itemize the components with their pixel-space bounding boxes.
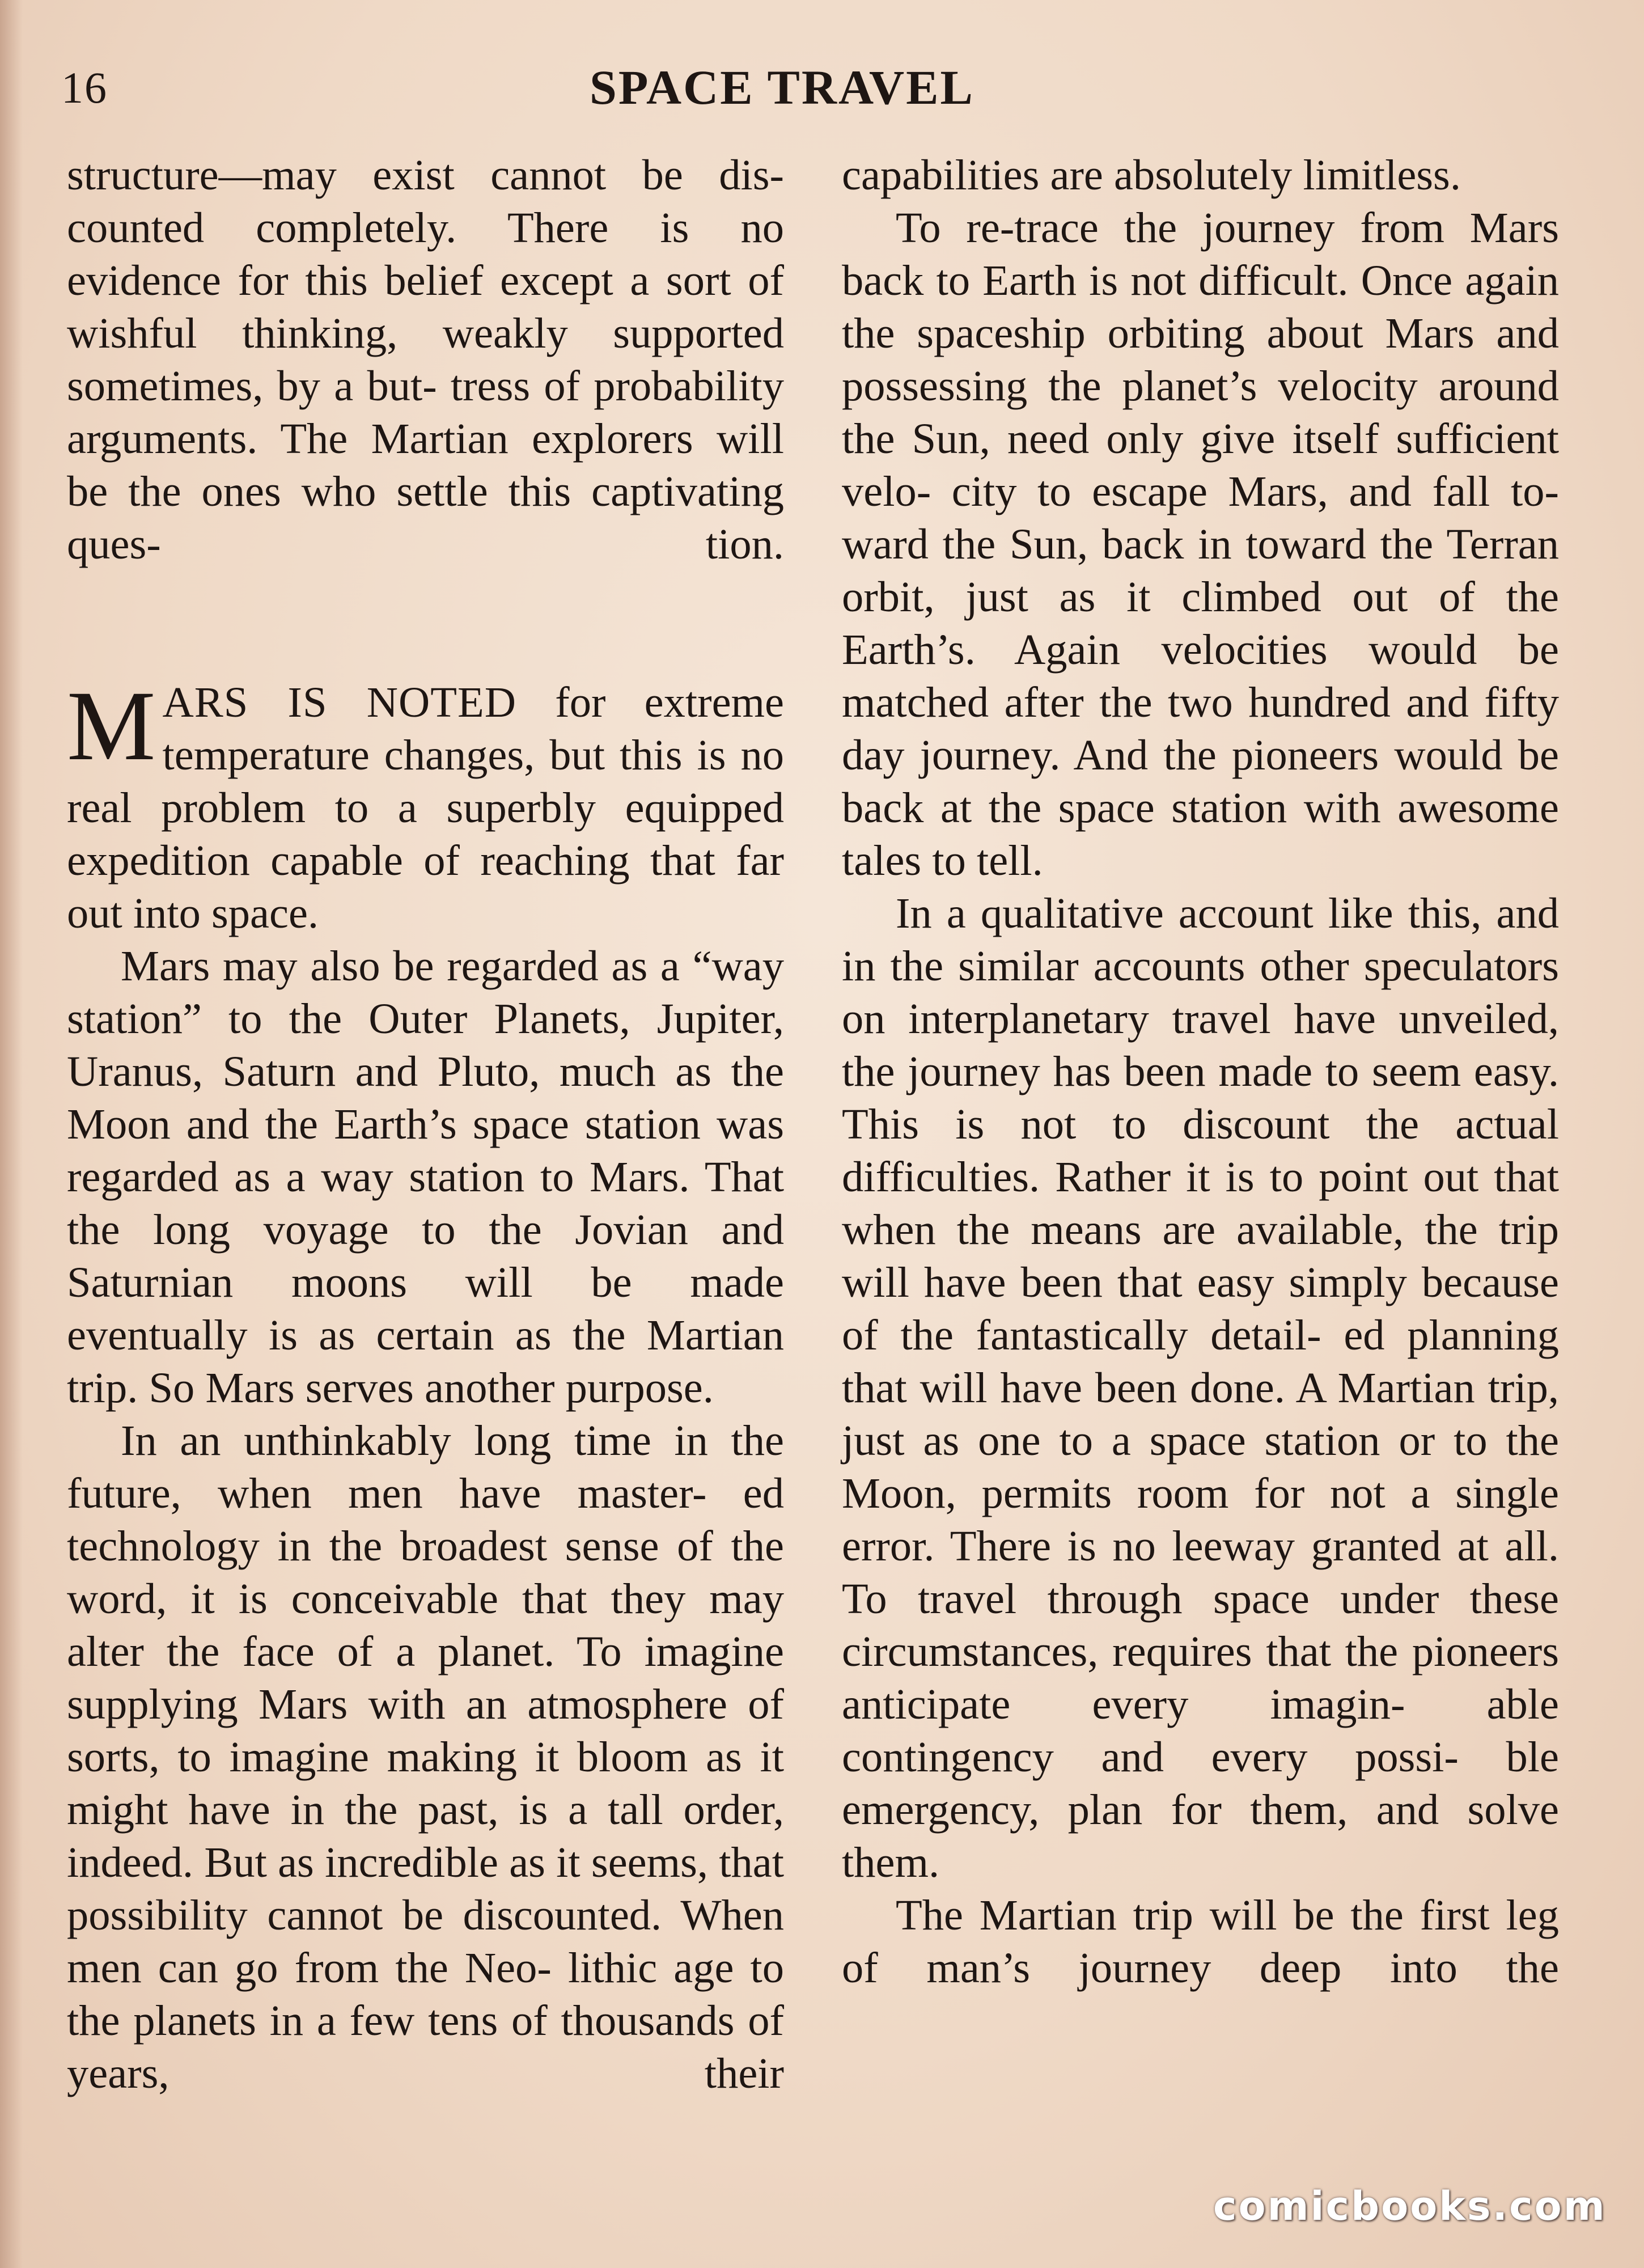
- text-line: much as the Moon and the Earth’s: [67, 1047, 784, 1148]
- text-line: to a space station or to the Moon,: [842, 1416, 1559, 1517]
- right-column: [842, 149, 1559, 1994]
- text-line: tress of probability arguments. The: [67, 362, 784, 463]
- text-line: will have been that easy simply: [842, 1258, 1407, 1306]
- text-line: supported sometimes, by a but-: [67, 309, 784, 410]
- text-line: space station was regarded as a: [67, 1100, 785, 1201]
- text-line: solve them.: [842, 1785, 1560, 1886]
- text-line: in the past, is a tall order, indeed.: [67, 1785, 785, 1886]
- text-line: have unveiled, the journey has been: [842, 995, 1559, 1095]
- text-line: tion.: [705, 520, 784, 568]
- text-line: the future, when men have master-: [67, 1416, 784, 1517]
- text-line: is no real problem to a superbly: [67, 731, 785, 832]
- text-line: need only give itself sufficient velo-: [842, 414, 1559, 515]
- text-line: structure—may exist cannot be dis-: [67, 151, 784, 199]
- watermark: comicbooks.com: [1213, 2183, 1607, 2229]
- text-line: and in the similar accounts other: [842, 889, 1559, 990]
- text-line: Mars may also be regarded as a: [121, 942, 680, 990]
- text-line: ed technology in the broadest sense: [67, 1469, 784, 1570]
- text-line: planet’s velocity around the Sun,: [842, 362, 1560, 463]
- text-line: leg of man’s journey deep into the: [842, 1891, 1560, 1992]
- paragraph: [67, 671, 785, 940]
- text-line: of the Earth’s. Again velocities: [842, 573, 1560, 674]
- text-line: done. A Martian trip, just as one: [842, 1364, 1560, 1465]
- text-line: pioneers anticipate every imagin-: [842, 1627, 1560, 1728]
- text-line: about Mars and possessing the: [842, 309, 1560, 410]
- text-line: In a qualitative account like this,: [896, 889, 1482, 937]
- text-line: to discount the actual difficulties.: [842, 1100, 1559, 1201]
- text-line: certain as the Martian trip. So: [67, 1311, 784, 1412]
- text-line: lithic age to the planets in a few: [67, 1944, 784, 2045]
- paragraph: [67, 149, 784, 570]
- text-line: for extreme: [516, 678, 784, 726]
- text-line: speculators on interplanetary travel: [842, 942, 1559, 1043]
- text-line: making it bloom as it might have: [67, 1733, 784, 1834]
- drop-cap: M: [67, 671, 156, 781]
- paragraph: [67, 940, 784, 1414]
- text-line: Rather it is to point out that when: [842, 1153, 1559, 1254]
- small-caps-lead: ARS IS NOTED: [162, 678, 516, 726]
- text-line: voyage to the Jovian and Saturnian: [67, 1205, 784, 1306]
- text-line: moons will be made eventually is as: [67, 1258, 785, 1359]
- text-line: ward the Sun, back in toward the: [842, 520, 1434, 568]
- text-line: city to escape Mars, and fall to-: [951, 467, 1559, 515]
- text-line: space station with awesome tales: [842, 784, 1560, 885]
- text-line: evidence for this belief except a: [67, 256, 650, 304]
- text-line: There is no leeway granted at all.: [950, 1522, 1559, 1570]
- text-line: an atmosphere of sorts, to imagine: [67, 1680, 785, 1781]
- text-line: When men can go from the Neo-: [67, 1891, 784, 1992]
- text-line: possibility cannot be discounted.: [67, 1891, 662, 1939]
- page-number: 16: [61, 63, 108, 112]
- text-line: Once again the spaceship orbiting: [842, 256, 1559, 357]
- text-line: who settle this captivating ques-: [67, 467, 785, 568]
- text-line: the pioneers would be back at the: [842, 731, 1559, 832]
- text-line: The Martian trip will be the first: [896, 1891, 1490, 1939]
- text-line: able contingency and every possi-: [842, 1680, 1559, 1781]
- text-line: counted completely. There is no: [67, 204, 784, 252]
- text-line: would be matched after the two: [842, 625, 1560, 726]
- text-line: they may alter the face of a planet.: [67, 1575, 785, 1675]
- text-line: hundred and fifty day journey. And: [842, 678, 1559, 779]
- text-line: To imagine supplying Mars with: [67, 1627, 784, 1728]
- section-break: [67, 570, 784, 676]
- text-line: to tell.: [932, 836, 1043, 885]
- paragraph: [842, 1889, 1559, 1994]
- text-line: of the word, it is conceivable that: [67, 1522, 785, 1623]
- text-line: Jupiter, Uranus, Saturn and Pluto,: [67, 995, 784, 1095]
- text-line: “way station” to the Outer Planets,: [67, 942, 785, 1043]
- text-line: the means are available, the trip: [956, 1205, 1559, 1254]
- text-line: To re-trace the journey from: [896, 204, 1445, 252]
- text-line: Martian explorers will be the ones: [67, 414, 784, 515]
- text-line: To travel through space under these: [842, 1575, 1559, 1623]
- paragraph: [842, 149, 1559, 201]
- text-line: reaching that far out into space.: [67, 836, 785, 937]
- text-line: way station to Mars. That the long: [67, 1153, 785, 1254]
- text-line: made to seem easy. This is not: [842, 1047, 1559, 1148]
- text-line: circumstances, requires that the: [842, 1627, 1399, 1675]
- text-line: But as incredible as it seems, that: [204, 1838, 784, 1886]
- text-line: Mars serves another purpose.: [205, 1364, 714, 1412]
- text-line: permits room for not a single error.: [842, 1469, 1559, 1570]
- paragraph: [842, 887, 1559, 1889]
- text-line: sort of wishful thinking, weakly: [67, 256, 785, 357]
- text-line: In an unthinkably long time in: [121, 1416, 708, 1465]
- text-line: capabilities are absolutely limitless.: [842, 151, 1461, 199]
- running-head: SPACE TRAVEL: [590, 60, 974, 115]
- text-line: equipped expedition capable of: [67, 784, 784, 885]
- text-line: Mars back to Earth is not difficult.: [842, 204, 1560, 304]
- text-line: ed planning that will have been: [842, 1311, 1559, 1412]
- left-column: [67, 149, 784, 2100]
- paragraph: [842, 201, 1559, 887]
- text-line: because of the fantastically detail-: [842, 1258, 1559, 1359]
- text-line: temperature changes, but this: [162, 731, 683, 779]
- text-line: ble emergency, plan for them, and: [842, 1733, 1559, 1834]
- paragraph: [67, 1414, 784, 2100]
- text-line: tens of thousands of years, their: [67, 1996, 785, 2097]
- page-edge-shadow: [0, 0, 23, 2268]
- text-line: Terran orbit, just as it climbed out: [842, 520, 1559, 621]
